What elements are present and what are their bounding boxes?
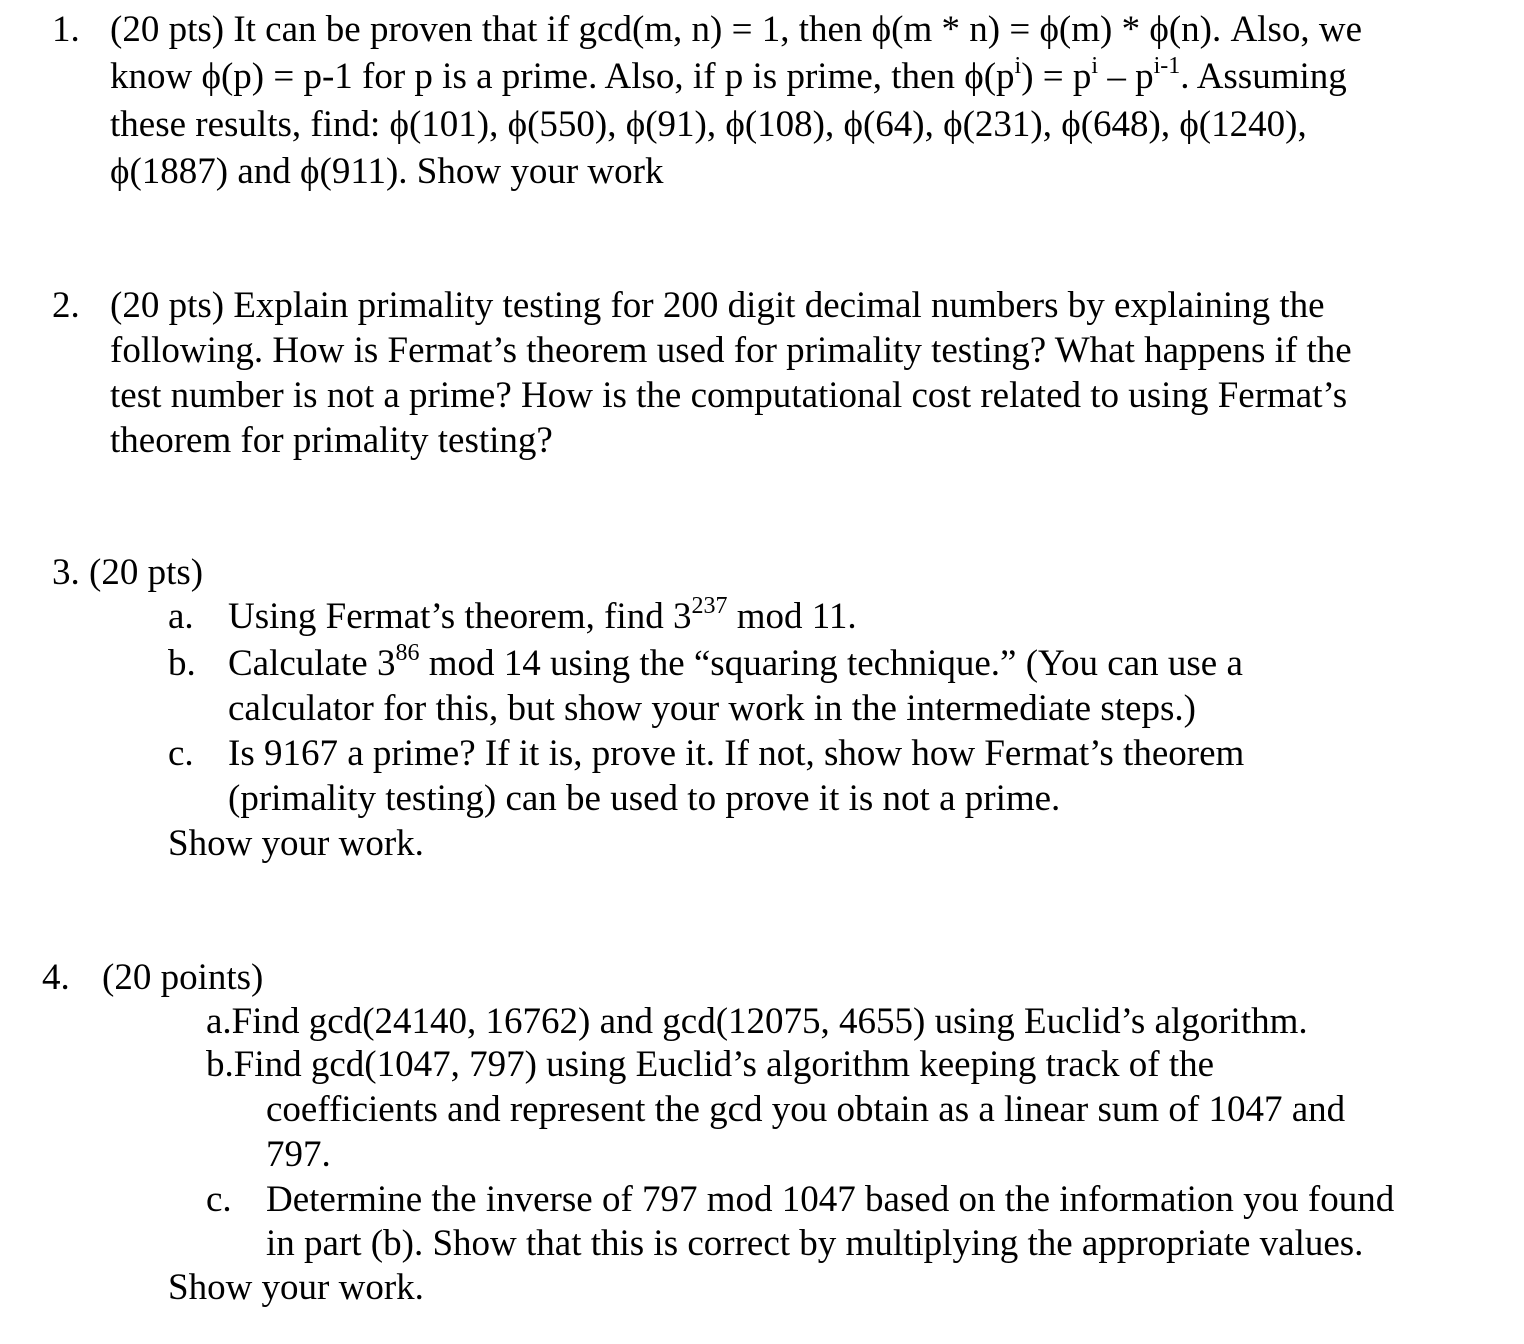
- question-4-header: (20 points): [102, 957, 264, 998]
- question-2-line-2: following. How is Fermat’s theorem used for primality testing? What happens if the: [110, 330, 1352, 371]
- question-4-b-line-2: coefficients and represent the gcd you obtain as a linear sum of 1047 and: [266, 1089, 1346, 1130]
- question-1-line-1: (20 pts) It can be proven that if gcd(m, n) = 1, then ϕ(m * n) = ϕ(m) * ϕ(n). Also, we: [110, 9, 1363, 50]
- question-3-c-line-2: (primality testing) can be used to prove it is not a prime.: [228, 778, 1061, 819]
- question-2-line-4: theorem for primality testing?: [110, 420, 553, 461]
- question-1-line-4: ϕ(1887) and ϕ(911). Show your work: [110, 151, 664, 192]
- question-3-b-text: Calculate $3^{86}$ mod 14 using the “squaring technique.” (You can use a: [228, 640, 1243, 684]
- question-4-c-line-2: in part (b). Show that this is correct by multiplying the appropriate values.: [266, 1223, 1364, 1264]
- question-1-line-3: these results, find: ϕ(101), ϕ(550), ϕ(91), ϕ(108), ϕ(64), ϕ(231), ϕ(648), ϕ(1240),: [110, 104, 1307, 145]
- question-3-header: 3. (20 pts): [52, 552, 204, 593]
- question-3-a-label: a.: [168, 596, 194, 637]
- question-4-a-text: a.Find gcd(24140, 16762) and gcd(12075, 4655) using Euclid’s algorithm.: [206, 1001, 1308, 1042]
- question-3-b-label: b.: [168, 643, 196, 684]
- question-4-b-text: b.Find gcd(1047, 797) using Euclid’s algorithm keeping track of the: [206, 1044, 1215, 1085]
- question-1-number: 1.: [52, 9, 80, 50]
- question-4-number: 4.: [42, 957, 70, 998]
- question-3-c-label: c.: [168, 733, 194, 774]
- question-3-a-text: Using Fermat’s theorem, find $3^{237}$ mod 11.: [228, 593, 857, 637]
- question-4-footer: Show your work.: [168, 1267, 424, 1308]
- question-3-footer: Show your work.: [168, 823, 424, 864]
- question-2-line-3: test number is not a prime? How is the computational cost related to using Fermat’s: [110, 375, 1348, 416]
- question-2-line-1: (20 pts) Explain primality testing for 200 digit decimal numbers by explaining the: [110, 285, 1325, 326]
- question-3-c-line-1: Is 9167 a prime? If it is, prove it. If not, show how Fermat’s theorem: [228, 733, 1245, 774]
- question-4-c-line-1: Determine the inverse of 797 mod 1047 based on the information you found: [266, 1179, 1395, 1220]
- question-4-c-label: c.: [206, 1179, 232, 1220]
- question-3-b-line-2: calculator for this, but show your work in the intermediate steps.): [228, 688, 1196, 729]
- question-4-b-line-3: 797.: [266, 1134, 331, 1175]
- question-1-line-2: know ϕ(p) = p-1 for p is a prime. Also, if p is prime, then $\phi(p^i) = p^i - p^{i-1}$. Assuming: [110, 53, 1347, 97]
- question-2-number: 2.: [52, 285, 80, 326]
